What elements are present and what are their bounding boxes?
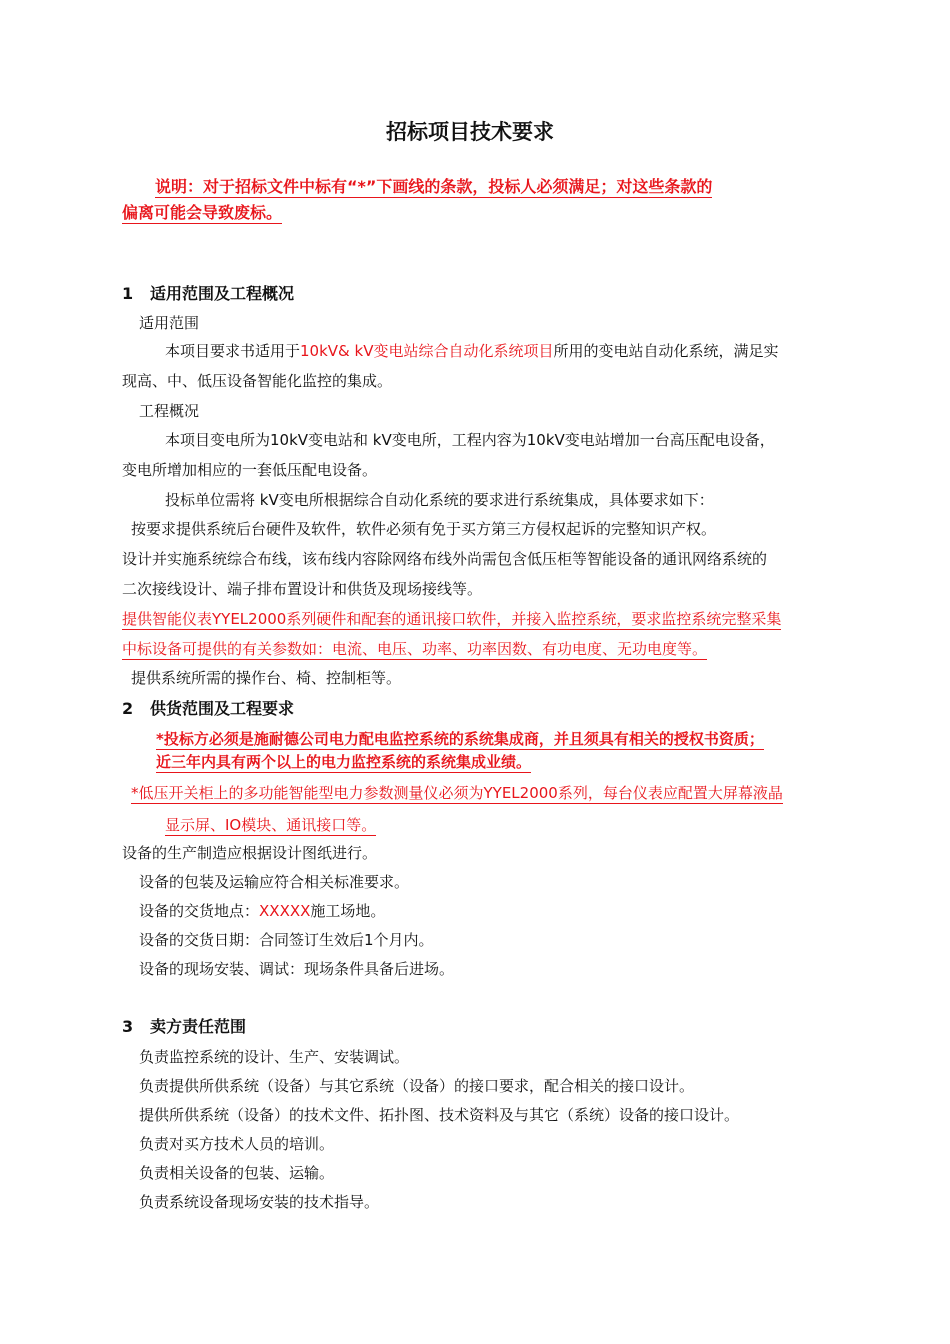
- note-line-2: [122, 202, 282, 224]
- supply-item-5: 设备的现场安装、调试：现场条件具备后进场。: [139, 960, 455, 978]
- supply-item-2: 设备的包装及运输应符合相关标准要求。: [139, 873, 410, 891]
- supply-item-3: [139, 901, 385, 921]
- para-1-post: 所用的变电站自动化系统，满足实: [553, 342, 779, 360]
- responsibility-item: 负责提供所供系统（设备）与其它系统（设备）的接口要求，配合相关的接口设计。: [139, 1077, 695, 1095]
- responsibility-item: 提供所供系统（设备）的技术文件、拓扑图、技术资料及与其它（系统）设备的接口设计。: [139, 1106, 740, 1124]
- responsibility-item: 负责对买方技术人员的培训。: [139, 1135, 335, 1153]
- section-1-para-2-line-2: 变电所增加相应的一套低压配电设备。: [122, 461, 378, 479]
- section-1-number: 1: [122, 284, 134, 303]
- note-line-1-text: 说明：对于招标文件中标有“*”下画线的条款，投标人必须满足；对这些条款的: [155, 177, 713, 196]
- section-1-para-2: 本项目变电所为10kV变电站和 kV变电所，工程内容为10kV变电站增加一台高压配电设备，: [165, 431, 775, 449]
- note-line-1: [155, 176, 712, 198]
- requirement-1-line-2-text: 近三年内具有两个以上的电力监控系统的系统集成业绩。: [156, 753, 532, 771]
- section-1-para-3: 投标单位需将 kV变电所根据综合自动化系统的要求进行系统集成，具体要求如下：: [165, 491, 714, 509]
- delivery-place-value: XXXXX: [259, 902, 311, 920]
- section-1-para-6-line-2: [122, 639, 707, 659]
- section-2-title: 供货范围及工程要求: [150, 699, 295, 718]
- project-name: 10kV& kV变电站综合自动化系统项目: [300, 342, 554, 360]
- supply-item-4: 设备的交货日期：合同签订生效后1个月内。: [139, 931, 434, 949]
- responsibility-item: 负责监控系统的设计、生产、安装调试。: [139, 1048, 410, 1066]
- delivery-place-label: 设备的交货地点：: [139, 902, 260, 920]
- requirement-1-line-2: [156, 752, 531, 772]
- supply-item-1: 设备的生产制造应根据设计图纸进行。: [122, 844, 378, 862]
- section-3-heading: [122, 1016, 246, 1038]
- para-6-line-2-text: 中标设备可提供的有关参数如：电流、电压、功率、功率因数、有功电度、无功电度等。: [122, 640, 708, 658]
- section-1-title: 适用范围及工程概况: [150, 284, 295, 303]
- requirement-2: [131, 783, 783, 803]
- section-3-title: 卖方责任范围: [150, 1017, 247, 1036]
- section-3-number: 3: [122, 1017, 134, 1036]
- note-line-2-text: 偏离可能会导致废标。: [122, 203, 283, 222]
- section-1-para-1-line-2: 现高、中、低压设备智能化监控的集成。: [122, 372, 393, 390]
- page-title: 招标项目技术要求: [386, 120, 554, 144]
- para-6-line-1-text: 提供智能仪表YYEL2000系列硬件和配套的通讯接口软件，并接入监控系统，要求监控系统完整采集: [122, 610, 782, 628]
- delivery-place-suffix: 施工场地。: [310, 902, 386, 920]
- section-1-para-7: 提供系统所需的操作台、椅、控制柜等。: [131, 669, 402, 687]
- section-2-number: 2: [122, 699, 134, 718]
- responsibility-item: 负责相关设备的包装、运输。: [139, 1164, 335, 1182]
- section-1-para-4: 按要求提供系统后台硬件及软件，软件必须有免于买方第三方侵权起诉的完整知识产权。: [131, 520, 717, 538]
- requirement-2-line-2-text: 显示屏、IO模块、通讯接口等。: [165, 816, 377, 834]
- requirement-1-line-1: *投标方必须是施耐德公司电力配电监控系统的系统集成商，并且须具有相关的授权书资质；: [156, 730, 764, 748]
- responsibility-item: 负责系统设备现场安装的技术指导。: [139, 1193, 380, 1211]
- para-1-pre: 本项目要求书适用于: [165, 342, 301, 360]
- section-1-para-5-line-2: 二次接线设计、端子排布置设计和供货及现场接线等。: [122, 580, 483, 598]
- section-1-para-1: [165, 341, 778, 361]
- section-1-para-6: [122, 609, 781, 629]
- requirement-2-line-2: [165, 815, 376, 835]
- section-1-para-5: 设计并实施系统综合布线，该布线内容除网络布线外尚需包含低压柜等智能设备的通讯网络系统的: [122, 550, 768, 568]
- section-1-sub-scope: 适用范围: [139, 314, 200, 332]
- requirement-2-line-1: *低压开关柜上的多功能智能型电力参数测量仪必须为YYEL2000系列，每台仪表应配置大屏幕液晶: [131, 784, 783, 802]
- section-2-heading: [122, 698, 294, 720]
- requirement-1: [156, 729, 764, 749]
- section-1-heading: [122, 283, 294, 305]
- section-1-sub-overview: 工程概况: [139, 402, 200, 420]
